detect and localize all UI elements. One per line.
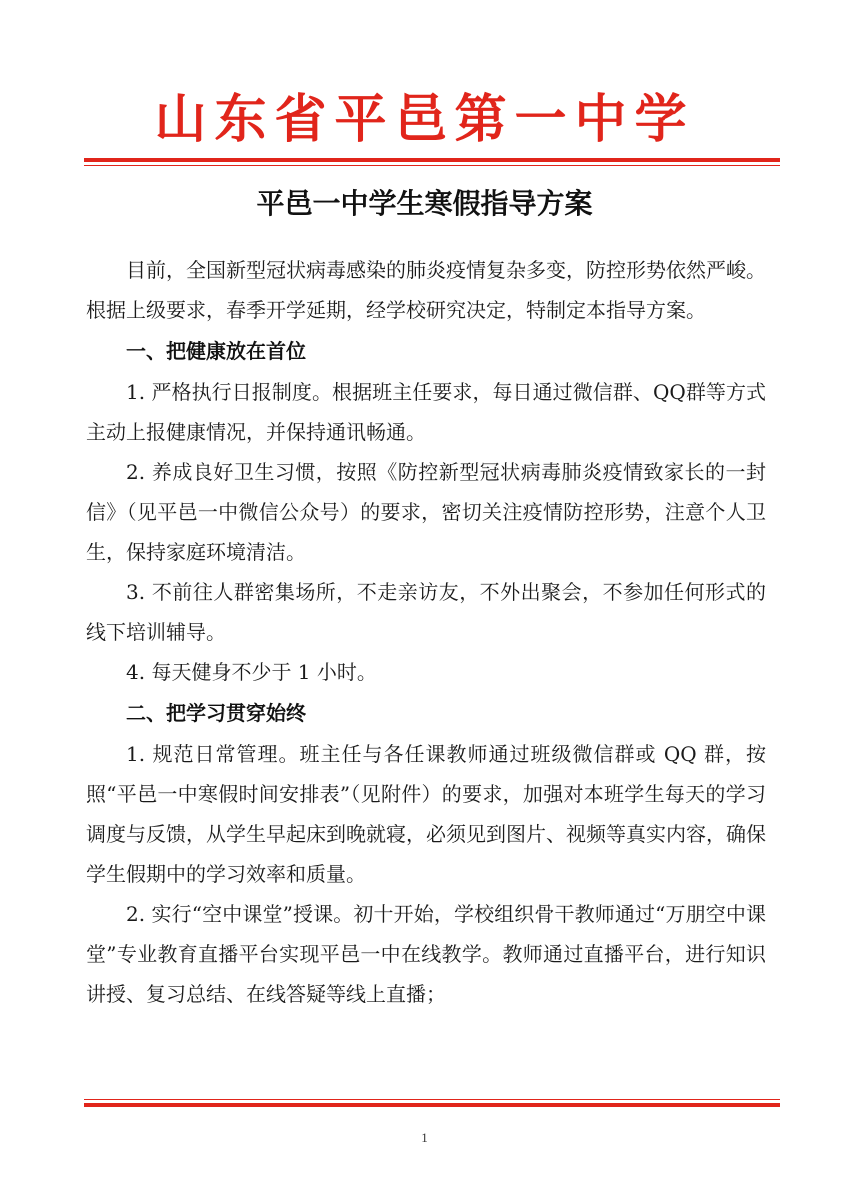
section-heading-study: 二、把学习贯穿始终: [126, 701, 306, 725]
list-item: 1. 严格执行日报制度。根据班主任要求，每日通过微信群、QQ群等方式主动上报健康情况，并保持通讯畅通。: [86, 380, 766, 444]
list-item: 4. 每天健身不少于 1 小时。: [126, 660, 377, 684]
list-item: 1. 规范日常管理。班主任与各任课教师通过班级微信群或 QQ 群，按照“平邑一中寒假时间安排表”（见附件）的要求，加强对本班学生每天的学习调度与反馈，从学生早起床到晚就寝，必须见到图片、视频等真实内容，确保学生假期中的学习效率和质量。: [86, 742, 766, 886]
page-number: 1: [421, 1130, 428, 1145]
list-item: 2. 养成良好卫生习惯，按照《防控新型冠状病毒肺炎疫情致家长的一封信》（见平邑一中微信公众号）的要求，密切关注疫情防控形势，注意个人卫生，保持家庭环境清洁。: [86, 460, 766, 564]
list-item: 3. 不前往人群密集场所，不走亲访友，不外出聚会，不参加任何形式的线下培训辅导。: [86, 580, 766, 644]
footer-rule-thin: [84, 1099, 780, 1100]
document-body: [86, 250, 766, 1014]
list-item: 2. 实行“空中课堂”授课。初十开始，学校组织骨干教师通过“万朋空中课堂”专业教育直播平台实现平邑一中在线教学。教师通过直播平台，进行知识讲授、复习总结、在线答疑等线上直播；: [86, 902, 766, 1006]
document-title: 平邑一中学生寒假指导方案: [256, 187, 593, 220]
footer-rule-thick: [84, 1103, 780, 1107]
header-rule-thin: [84, 165, 780, 166]
letterhead-school-name: 山东省平邑第一中学: [154, 89, 695, 150]
section-heading-health: 一、把健康放在首位: [126, 339, 306, 363]
header-rule-thick: [84, 158, 780, 162]
intro-paragraph: 目前，全国新型冠状病毒感染的肺炎疫情复杂多变，防控形势依然严峻。根据上级要求，春季开学延期，经学校研究决定，特制定本指导方案。: [86, 258, 766, 322]
